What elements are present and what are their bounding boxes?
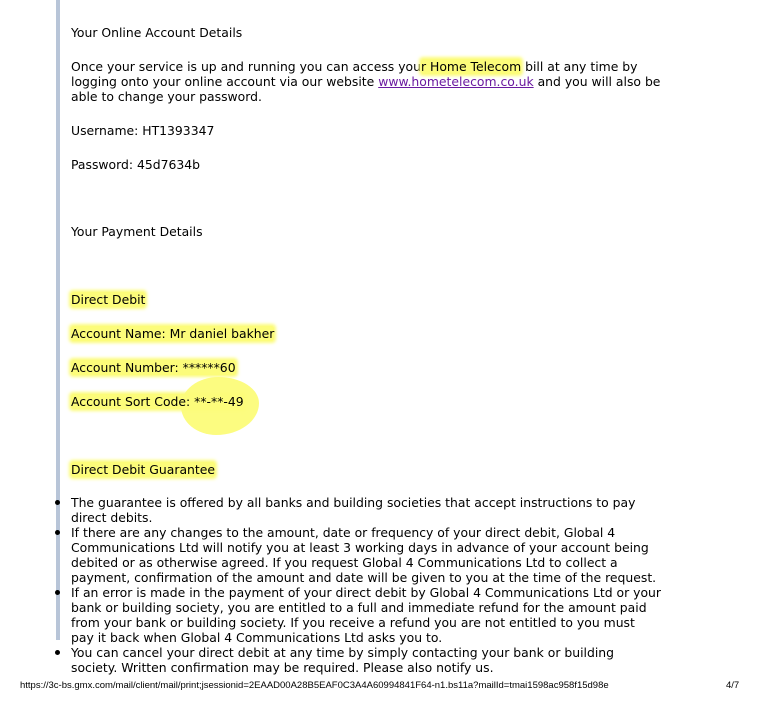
direct-debit-label — [71, 292, 145, 307]
guarantee-item: You can cancel your direct debit at any time by simply contacting your bank or building society. Written confirmation may be required. Please also notify us. — [71, 645, 661, 675]
payment-details-heading: Your Payment Details — [71, 224, 203, 239]
account-number-highlight: Account Number: ******60 — [71, 360, 236, 375]
paragraph-text-1: Once your service is up and running you can access you — [71, 59, 421, 74]
quote-bar — [56, 0, 60, 640]
username-text: Username: HT1393347 — [71, 123, 215, 138]
sort-code-highlight: Account Sort Code: **-**-49 — [71, 394, 244, 409]
online-details-paragraph — [71, 59, 661, 104]
account-number-text — [71, 360, 236, 375]
guarantee-item: If an error is made in the payment of your direct debit by Global 4 Communications Ltd or your bank or building society, you are entitled to a full and immediate refund for the amount paid from your bank or building society. If you receive a refund you are not entitled to you must pay it back when Global 4 Communications Ltd asks you to. — [71, 585, 661, 645]
home-telecom-highlight: r Home Telecom — [420, 59, 522, 74]
direct-debit-highlight: Direct Debit — [71, 292, 146, 307]
guarantee-heading — [71, 462, 215, 477]
password-text: Password: 45d7634b — [71, 157, 201, 172]
sort-code-text — [71, 394, 244, 409]
guarantee-item: If there are any changes to the amount, date or frequency of your direct debit, Global 4 Communications Ltd will notify you at least 3 working days in advance of your account being debited or as otherwise agreed. If you request Global 4 Communications Ltd to collect a payment, confirmation of the amount and date will be given to you at the time of the request. — [71, 525, 661, 585]
website-link[interactable]: www.hometelecom.co.uk — [378, 74, 534, 89]
page-url: https://3c-bs.gmx.com/mail/client/mail/print;jsessionid=2EAAD00A28B5EAF0C3A4A60994841F64-n1.bs11a?mailId=tmai1598ac958f15d98e — [20, 680, 609, 691]
paragraph-text-2: bill at any time by logging onto your online account via our website — [71, 59, 638, 89]
page-number: 4/7 — [726, 680, 740, 691]
paragraph-text-3: and you will also be able to change your password. — [71, 74, 661, 104]
account-name-text — [71, 326, 274, 341]
account-name-highlight: Account Name: Mr daniel bakher — [71, 326, 275, 341]
guarantee-item: The guarantee is offered by all banks and building societies that accept instructions to pay direct debits. — [71, 495, 661, 525]
guarantee-heading-highlight: Direct Debit Guarantee — [71, 462, 215, 477]
online-details-heading: Your Online Account Details — [71, 25, 243, 40]
